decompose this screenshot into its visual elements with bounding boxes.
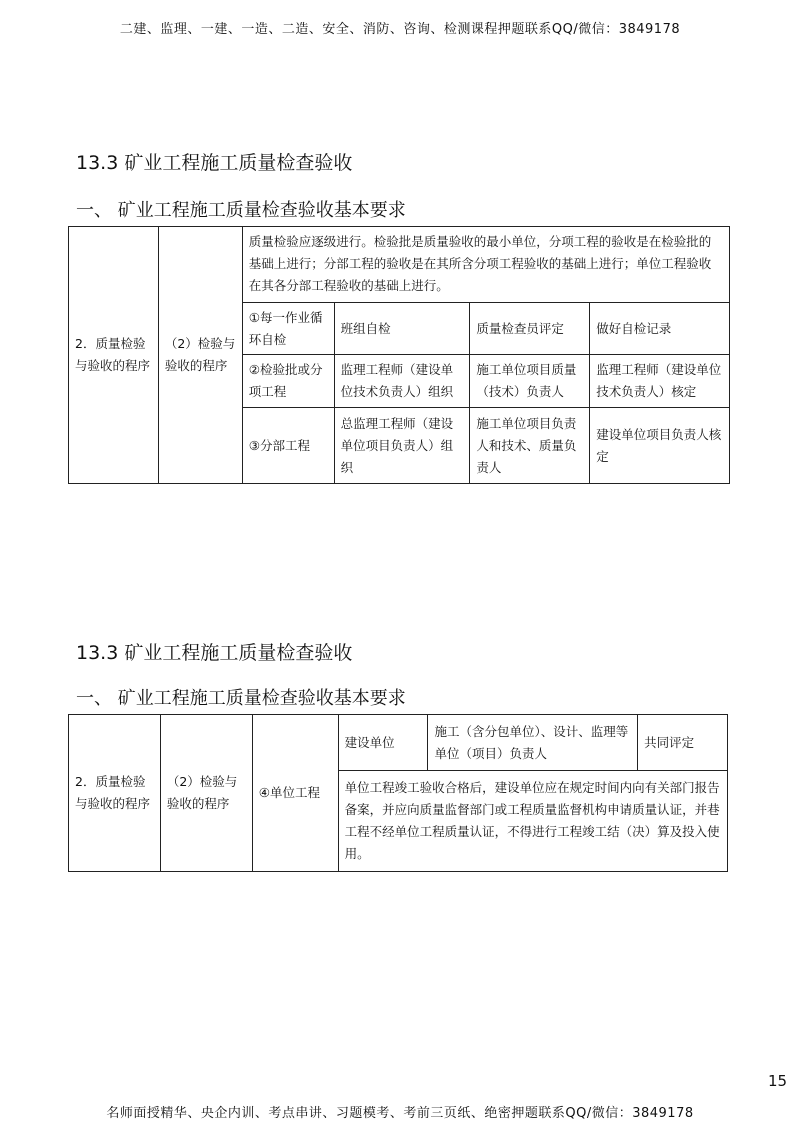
row-label-procedure: （2）检验与验收的程序 — [160, 715, 252, 872]
inspection-table-2 — [68, 714, 728, 872]
section-title-2: 13.3 矿业工程施工质量检查验收 — [76, 642, 353, 664]
participant-cell: 质量检查员评定 — [470, 302, 590, 355]
row-label-quality: 2．质量检验与验收的程序 — [69, 715, 161, 872]
page-footer: 名师面授精华、央企内训、考点串讲、习题模考、考前三页纸、绝密押题联系QQ/微信：3849178 — [106, 1106, 694, 1121]
organizer-cell: 监理工程师（建设单位技术负责人）组织 — [334, 355, 470, 408]
completion-note: 单位工程竣工验收合格后，建设单位应在规定时间内向有关部门报告备案，并应向质量监督部门或工程质量监督机构申请质量认证，并巷工程不经单位工程质量认证，不得进行工程竣工结（决）算及投入使用。 — [338, 771, 727, 872]
stage-cell: ③分部工程 — [242, 408, 334, 484]
subtitle-2: 一、 矿业工程施工质量检查验收基本要求 — [76, 688, 406, 709]
page-number: 15 — [768, 1072, 788, 1090]
result-cell: 建设单位项目负责人核定 — [590, 408, 730, 484]
participant-cell: 施工单位项目负责人和技术、质量负责人 — [470, 408, 590, 484]
stage-cell: ④单位工程 — [252, 715, 338, 872]
participant-cell: 施工单位项目质量（技术）负责人 — [470, 355, 590, 408]
result-cell: 做好自检记录 — [590, 302, 730, 355]
organizer-cell: 建设单位 — [338, 715, 428, 771]
subtitle-1: 一、 矿业工程施工质量检查验收基本要求 — [76, 200, 406, 221]
table-row — [69, 715, 728, 771]
table-row — [69, 227, 730, 303]
row-label-procedure: （2）检验与验收的程序 — [158, 227, 242, 484]
section-title-1: 13.3 矿业工程施工质量检查验收 — [76, 152, 353, 174]
result-cell: 监理工程师（建设单位技术负责人）核定 — [590, 355, 730, 408]
organizer-cell: 班组自检 — [334, 302, 470, 355]
participant-cell: 施工（含分包单位）、设计、监理等单位（项目）负责人 — [428, 715, 638, 771]
intro-text: 质量检验应逐级进行。检验批是质量验收的最小单位，分项工程的验收是在检验批的基础上进行；分部工程的验收是在其所含分项工程验收的基础上进行；单位工程验收在其各分部工程验收的基础上进行。 — [242, 227, 729, 303]
row-label-quality: 2．质量检验与验收的程序 — [69, 227, 159, 484]
page-header: 二建、监理、一建、一造、二造、安全、消防、咨询、检测课程押题联系QQ/微信：3849178 — [119, 22, 681, 37]
organizer-cell: 总监理工程师（建设单位项目负责人）组织 — [334, 408, 470, 484]
result-cell: 共同评定 — [638, 715, 728, 771]
stage-cell: ①每一作业循环自检 — [242, 302, 334, 355]
stage-cell: ②检验批或分项工程 — [242, 355, 334, 408]
inspection-table-1 — [68, 226, 730, 484]
